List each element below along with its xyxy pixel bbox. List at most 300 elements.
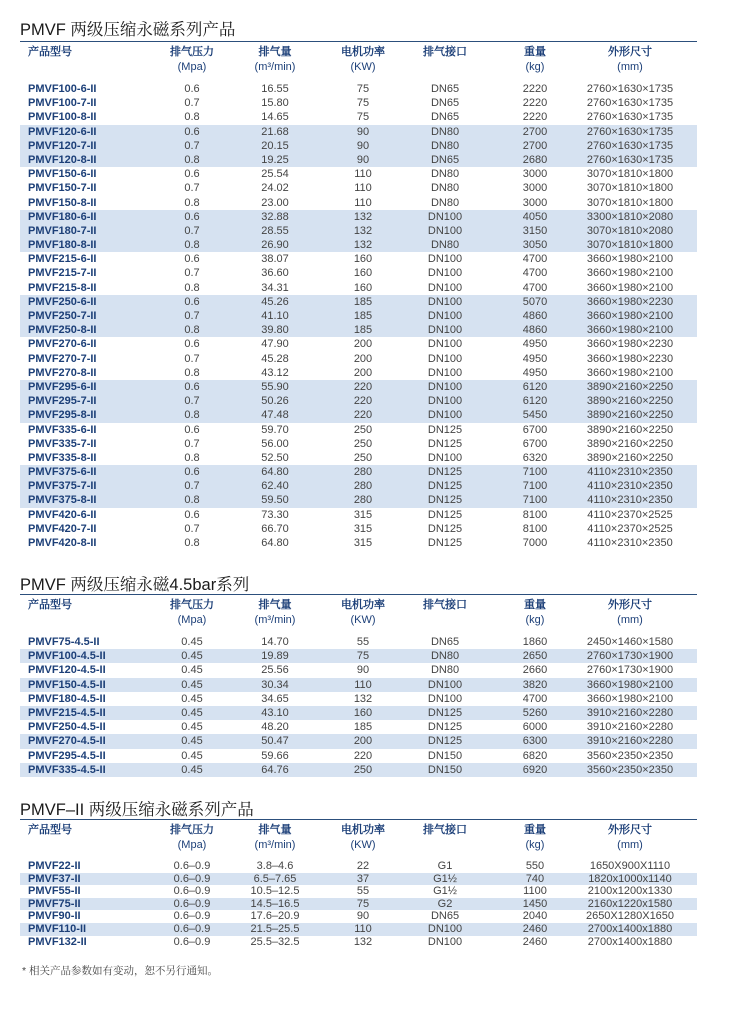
cell-dimensions: 2160x1220x1580 <box>587 897 673 910</box>
table-row <box>20 522 697 536</box>
cell-model: PMVF335-7-II <box>28 437 97 450</box>
cell-model: PMVF250-4.5-II <box>28 721 106 734</box>
cell-outlet: DN125 <box>427 508 463 521</box>
cell-dimensions: 2760×1730×1900 <box>586 664 674 677</box>
cell-dimensions: 4110×2310×2350 <box>587 537 673 549</box>
cell-weight: 3150 <box>522 224 548 237</box>
cell-weight: 3050 <box>522 239 548 252</box>
cell-model: PMVF150-4.5-II <box>28 678 106 691</box>
cell-weight: 1450 <box>522 897 548 910</box>
cell-model: PMVF100-7-II <box>28 97 97 110</box>
header-dimensions-unit: (mm) <box>617 61 643 73</box>
table-row <box>20 923 697 936</box>
section-title: PMVF–II 两级压缩永磁系列产品 <box>20 801 254 819</box>
cell-weight: 4700 <box>522 267 548 280</box>
table-row <box>20 706 697 720</box>
cell-weight: 5450 <box>522 409 548 422</box>
cell-weight: 3000 <box>522 168 548 181</box>
cell-flow: 43.12 <box>261 366 289 379</box>
header-power-label: 电机功率 <box>341 599 385 611</box>
cell-power: 250 <box>353 423 373 436</box>
cell-outlet: DN125 <box>427 735 463 748</box>
cell-weight: 4700 <box>522 692 548 705</box>
cell-dimensions: 2450×1460×1580 <box>586 636 674 648</box>
cell-outlet: DN80 <box>430 125 460 138</box>
header-weight-unit: (kg) <box>525 614 545 626</box>
table-row <box>20 309 697 323</box>
cell-power: 200 <box>353 338 373 351</box>
header-pressure-label: 排气压力 <box>170 46 214 58</box>
cell-dimensions: 3560×2350×2350 <box>586 749 674 762</box>
table-row <box>20 649 697 663</box>
cell-outlet: DN65 <box>430 910 460 923</box>
cell-model: PMVF250-6-II <box>28 295 97 308</box>
cell-model: PMVF250-8-II <box>28 324 97 337</box>
cell-power: 160 <box>353 706 373 719</box>
cell-model: PMVF180-7-II <box>28 224 97 237</box>
cell-weight: 2460 <box>522 922 548 935</box>
cell-model: PMVF100-4.5-II <box>28 650 106 663</box>
cell-pressure: 0.8 <box>184 409 200 422</box>
cell-weight: 3820 <box>522 678 548 691</box>
cell-power: 160 <box>353 267 373 280</box>
cell-pressure: 0.8 <box>184 537 200 549</box>
cell-flow: 15.80 <box>261 97 289 110</box>
cell-weight: 5260 <box>522 706 548 719</box>
cell-weight: 2650 <box>522 650 548 663</box>
header-flow-unit: (m³/min) <box>254 614 296 626</box>
cell-flow: 62.40 <box>261 480 289 493</box>
table-row <box>20 720 697 734</box>
cell-model: PMVF55-II <box>28 885 81 898</box>
cell-power: 250 <box>353 437 373 450</box>
cell-pressure: 0.6–0.9 <box>173 885 211 898</box>
cell-dimensions: 3660×1980×2100 <box>586 678 674 691</box>
cell-flow: 47.90 <box>261 338 289 351</box>
cell-model: PMVF420-6-II <box>28 508 97 521</box>
cell-outlet: DN150 <box>427 749 463 762</box>
cell-dimensions: 1820x1000x1140 <box>588 872 672 885</box>
cell-pressure: 0.8 <box>184 281 200 294</box>
cell-model: PMVF375-7-II <box>28 480 97 493</box>
cell-model: PMVF295-7-II <box>28 395 97 408</box>
header-flow-unit: (m³/min) <box>254 839 296 851</box>
cell-pressure: 0.45 <box>181 706 203 719</box>
cell-outlet: DN65 <box>430 111 460 124</box>
table-row <box>20 493 697 507</box>
cell-model: PMVF295-6-II <box>28 380 97 393</box>
cell-outlet: DN80 <box>430 168 460 181</box>
cell-flow: 20.15 <box>261 139 289 152</box>
table-row <box>20 266 697 280</box>
section-divider <box>20 41 697 42</box>
table-row <box>20 238 697 252</box>
cell-model: PMVF150-6-II <box>28 168 97 181</box>
cell-power: 185 <box>353 721 373 734</box>
table-row <box>20 860 697 873</box>
cell-model: PMVF120-4.5-II <box>28 664 106 677</box>
cell-pressure: 0.7 <box>184 480 200 493</box>
cell-weight: 6700 <box>522 423 548 436</box>
cell-weight: 550 <box>525 860 545 872</box>
cell-dimensions: 3660×1980×2230 <box>586 295 674 308</box>
cell-outlet: DN80 <box>430 196 460 209</box>
cell-pressure: 0.7 <box>184 310 200 322</box>
cell-power: 55 <box>356 885 370 898</box>
cell-power: 22 <box>356 860 370 872</box>
cell-weight: 4950 <box>522 352 548 365</box>
cell-outlet: G1½ <box>433 872 457 885</box>
cell-outlet: DN150 <box>427 763 463 776</box>
cell-pressure: 0.8 <box>184 494 200 507</box>
header-flow-unit: (m³/min) <box>254 61 296 73</box>
cell-outlet: DN100 <box>427 324 463 337</box>
header-power-label: 电机功率 <box>341 824 385 836</box>
header-dimensions-unit: (mm) <box>617 614 643 626</box>
header-dimensions-label: 外形尺寸 <box>608 599 652 611</box>
header-dimensions <box>565 598 695 628</box>
cell-power: 200 <box>353 735 373 748</box>
header-dimensions-label: 外形尺寸 <box>608 824 652 836</box>
cell-flow: 45.28 <box>261 352 289 365</box>
cell-model: PMVF37-II <box>28 872 81 885</box>
cell-dimensions: 3660×1980×2100 <box>586 281 674 294</box>
header-weight-label: 重量 <box>524 599 546 611</box>
cell-weight: 4950 <box>522 338 548 351</box>
cell-pressure: 0.6–0.9 <box>173 872 211 885</box>
cell-model: PMVF375-8-II <box>28 494 97 507</box>
cell-outlet: DN80 <box>430 650 460 663</box>
section-divider <box>20 819 697 820</box>
cell-weight: 8100 <box>522 522 548 535</box>
table-row <box>20 423 697 437</box>
cell-power: 220 <box>353 380 373 393</box>
cell-flow: 59.50 <box>261 494 289 507</box>
header-model <box>20 45 168 60</box>
cell-pressure: 0.6 <box>184 466 200 479</box>
cell-pressure: 0.6 <box>184 253 200 266</box>
cell-dimensions: 3070×1810×1800 <box>586 182 674 195</box>
header-power-unit: (KW) <box>350 839 376 851</box>
cell-model: PMVF120-8-II <box>28 153 97 166</box>
cell-model: PMVF215-6-II <box>28 253 97 266</box>
cell-pressure: 0.7 <box>184 267 200 280</box>
cell-flow: 25.54 <box>261 168 289 181</box>
cell-dimensions: 4110×2310×2350 <box>587 494 673 507</box>
cell-weight: 6700 <box>522 437 548 450</box>
cell-power: 200 <box>353 366 373 379</box>
table-row <box>20 635 697 649</box>
cell-dimensions: 2760×1630×1735 <box>586 139 674 152</box>
cell-dimensions: 4110×2310×2350 <box>587 480 673 493</box>
cell-dimensions: 2760×1630×1735 <box>586 97 674 110</box>
cell-model: PMVF250-7-II <box>28 310 97 322</box>
header-flow-label: 排气量 <box>258 46 292 58</box>
cell-dimensions: 2650X1280X1650 <box>585 910 675 923</box>
cell-dimensions: 3300×1810×2080 <box>586 210 674 223</box>
table-row <box>20 110 697 124</box>
cell-outlet: DN80 <box>430 139 460 152</box>
cell-pressure: 0.45 <box>181 763 203 776</box>
table-row <box>20 125 697 139</box>
table-row <box>20 167 697 181</box>
cell-outlet: DN100 <box>427 210 463 223</box>
cell-power: 220 <box>353 395 373 408</box>
header-pressure-label: 排气压力 <box>170 824 214 836</box>
cell-power: 160 <box>353 253 373 266</box>
cell-power: 75 <box>356 97 370 110</box>
cell-dimensions: 3660×1980×2100 <box>586 324 674 337</box>
cell-weight: 4050 <box>522 210 548 223</box>
cell-model: PMVF120-7-II <box>28 139 97 152</box>
cell-weight: 7000 <box>522 537 548 549</box>
cell-flow: 21.68 <box>261 125 289 138</box>
table-row <box>20 692 697 706</box>
section-title: PMVF 两级压缩永磁4.5bar系列 <box>20 576 250 594</box>
header-weight-unit: (kg) <box>525 61 545 73</box>
cell-power: 110 <box>354 678 372 691</box>
cell-weight: 6000 <box>522 721 548 734</box>
cell-flow: 19.25 <box>261 153 289 166</box>
spec-table <box>20 82 697 550</box>
header-pressure-unit: (Mpa) <box>177 839 207 851</box>
cell-dimensions: 4110×2370×2525 <box>587 508 673 521</box>
cell-model: PMVF270-8-II <box>28 366 97 379</box>
cell-outlet: DN100 <box>427 692 463 705</box>
cell-model: PMVF295-4.5-II <box>28 749 106 762</box>
table-row <box>20 139 697 153</box>
cell-model: PMVF100-8-II <box>28 111 97 124</box>
cell-outlet: DN65 <box>430 83 460 95</box>
cell-flow: 34.31 <box>261 281 289 294</box>
cell-flow: 50.26 <box>261 395 289 408</box>
cell-flow: 39.80 <box>261 324 289 337</box>
table-row <box>20 873 697 886</box>
cell-power: 185 <box>353 310 373 322</box>
spec-table <box>20 635 697 777</box>
cell-dimensions: 4110×2310×2350 <box>587 466 673 479</box>
table-row <box>20 678 697 692</box>
cell-pressure: 0.45 <box>181 721 203 734</box>
cell-power: 280 <box>353 480 373 493</box>
cell-weight: 2460 <box>522 935 548 948</box>
cell-weight: 2660 <box>522 664 548 677</box>
cell-pressure: 0.7 <box>184 437 200 450</box>
cell-flow: 14.70 <box>261 636 289 648</box>
cell-outlet: DN125 <box>427 480 463 493</box>
table-row <box>20 181 697 195</box>
table-header <box>20 823 697 861</box>
cell-power: 132 <box>353 224 373 237</box>
cell-weight: 2040 <box>522 910 548 923</box>
cell-pressure: 0.6–0.9 <box>173 910 211 923</box>
table-row <box>20 352 697 366</box>
cell-weight: 6820 <box>522 749 548 762</box>
cell-flow: 38.07 <box>261 253 289 266</box>
cell-flow: 3.8–4.6 <box>256 860 294 872</box>
cell-pressure: 0.6 <box>184 508 200 521</box>
cell-flow: 64.80 <box>261 537 289 549</box>
cell-dimensions: 2100x1200x1330 <box>587 885 673 898</box>
cell-pressure: 0.7 <box>184 139 200 152</box>
cell-model: PMVF270-7-II <box>28 352 97 365</box>
cell-outlet: DN125 <box>427 522 463 535</box>
header-dimensions <box>565 45 695 75</box>
cell-power: 315 <box>353 537 373 549</box>
cell-model: PMVF132-II <box>28 935 87 948</box>
cell-power: 280 <box>353 494 373 507</box>
table-row <box>20 337 697 351</box>
header-model <box>20 598 168 613</box>
cell-power: 185 <box>353 295 373 308</box>
cell-power: 90 <box>356 153 370 166</box>
cell-power: 75 <box>356 83 370 95</box>
cell-outlet: DN100 <box>427 281 463 294</box>
table-header <box>20 598 697 636</box>
cell-dimensions: 3560×2350×2350 <box>586 763 674 776</box>
cell-weight: 6120 <box>522 380 548 393</box>
cell-pressure: 0.6 <box>184 125 200 138</box>
cell-flow: 19.89 <box>261 650 289 663</box>
cell-dimensions: 3890×2160×2250 <box>586 451 674 464</box>
cell-pressure: 0.8 <box>184 239 200 252</box>
cell-dimensions: 3910×2160×2280 <box>586 735 674 748</box>
header-outlet-label: 排气接口 <box>423 46 467 58</box>
cell-model: PMVF295-8-II <box>28 409 97 422</box>
cell-flow: 73.30 <box>261 508 289 521</box>
cell-flow: 14.65 <box>261 111 289 124</box>
table-row <box>20 898 697 911</box>
cell-weight: 3000 <box>522 196 548 209</box>
table-row <box>20 394 697 408</box>
cell-outlet: DN100 <box>427 678 463 691</box>
cell-flow: 21.5–25.5 <box>250 922 300 935</box>
table-row <box>20 380 697 394</box>
cell-outlet: DN100 <box>427 253 463 266</box>
cell-power: 37 <box>356 872 370 885</box>
cell-weight: 1100 <box>523 885 547 898</box>
table-row <box>20 82 697 96</box>
header-power-label: 电机功率 <box>341 46 385 58</box>
cell-power: 132 <box>353 935 373 948</box>
cell-flow: 48.20 <box>261 721 289 734</box>
cell-flow: 30.34 <box>261 678 289 691</box>
cell-weight: 4700 <box>522 253 548 266</box>
cell-weight: 4860 <box>522 324 548 337</box>
cell-power: 132 <box>353 210 373 223</box>
cell-pressure: 0.8 <box>184 196 200 209</box>
cell-flow: 32.88 <box>261 210 289 223</box>
cell-pressure: 0.8 <box>184 366 200 379</box>
cell-flow: 24.02 <box>261 182 289 195</box>
header-outlet-label: 排气接口 <box>423 599 467 611</box>
header-dimensions-label: 外形尺寸 <box>608 46 652 58</box>
header-dimensions <box>565 823 695 853</box>
cell-pressure: 0.6 <box>184 210 200 223</box>
cell-model: PMVF180-6-II <box>28 210 97 223</box>
cell-weight: 4860 <box>522 310 548 322</box>
table-row <box>20 323 697 337</box>
cell-model: PMVF150-7-II <box>28 182 97 195</box>
cell-weight: 2220 <box>522 97 548 110</box>
cell-pressure: 0.45 <box>181 749 203 762</box>
cell-power: 90 <box>356 125 370 138</box>
cell-pressure: 0.7 <box>184 352 200 365</box>
cell-model: PMVF215-8-II <box>28 281 97 294</box>
header-power-unit: (KW) <box>350 61 376 73</box>
cell-pressure: 0.7 <box>184 224 200 237</box>
cell-flow: 17.6–20.9 <box>250 910 300 923</box>
cell-flow: 25.5–32.5 <box>250 935 300 948</box>
cell-outlet: DN80 <box>430 664 460 677</box>
cell-pressure: 0.8 <box>184 111 200 124</box>
table-row <box>20 465 697 479</box>
header-model <box>20 823 168 838</box>
cell-dimensions: 3890×2160×2250 <box>586 437 674 450</box>
footnote: * 相关产品参数如有变动，恕不另行通知。 <box>22 965 219 977</box>
table-row <box>20 281 697 295</box>
cell-model: PMVF150-8-II <box>28 196 97 209</box>
cell-flow: 36.60 <box>261 267 289 280</box>
cell-pressure: 0.7 <box>184 522 200 535</box>
cell-pressure: 0.8 <box>184 451 200 464</box>
cell-weight: 740 <box>525 872 545 885</box>
cell-model: PMVF335-8-II <box>28 451 97 464</box>
cell-weight: 7100 <box>522 480 548 493</box>
cell-model: PMVF110-II <box>28 922 87 935</box>
cell-outlet: DN100 <box>427 267 463 280</box>
cell-pressure: 0.6–0.9 <box>173 897 211 910</box>
table-row <box>20 936 697 949</box>
cell-power: 110 <box>354 196 372 209</box>
cell-weight: 2700 <box>522 139 548 152</box>
table-row <box>20 663 697 677</box>
cell-weight: 2700 <box>522 125 548 138</box>
cell-outlet: DN125 <box>427 494 463 507</box>
cell-outlet: DN100 <box>427 395 463 408</box>
cell-dimensions: 2760×1630×1735 <box>586 125 674 138</box>
cell-pressure: 0.45 <box>181 636 203 648</box>
cell-outlet: DN100 <box>427 224 463 237</box>
table-row <box>20 885 697 898</box>
cell-model: PMVF22-II <box>28 860 81 872</box>
cell-pressure: 0.6–0.9 <box>173 860 211 872</box>
cell-flow: 23.00 <box>261 196 289 209</box>
cell-dimensions: 2700x1400x1880 <box>587 922 673 935</box>
cell-flow: 43.10 <box>261 706 289 719</box>
cell-pressure: 0.6 <box>184 295 200 308</box>
cell-weight: 6120 <box>522 395 548 408</box>
header-pressure-label: 排气压力 <box>170 599 214 611</box>
cell-outlet: DN100 <box>427 310 463 322</box>
cell-outlet: G1 <box>437 860 453 872</box>
cell-power: 200 <box>353 352 373 365</box>
cell-flow: 26.90 <box>261 239 289 252</box>
header-weight-label: 重量 <box>524 824 546 836</box>
cell-outlet: DN125 <box>427 537 463 549</box>
cell-weight: 3000 <box>522 182 548 195</box>
cell-power: 280 <box>353 466 373 479</box>
cell-pressure: 0.6 <box>184 380 200 393</box>
table-row <box>20 210 697 224</box>
cell-dimensions: 3890×2160×2250 <box>586 395 674 408</box>
cell-flow: 66.70 <box>261 522 289 535</box>
cell-outlet: DN80 <box>430 182 460 195</box>
cell-pressure: 0.8 <box>184 153 200 166</box>
cell-dimensions: 3660×1980×2100 <box>586 692 674 705</box>
header-weight-unit: (kg) <box>525 839 545 851</box>
cell-flow: 14.5–16.5 <box>250 897 300 910</box>
